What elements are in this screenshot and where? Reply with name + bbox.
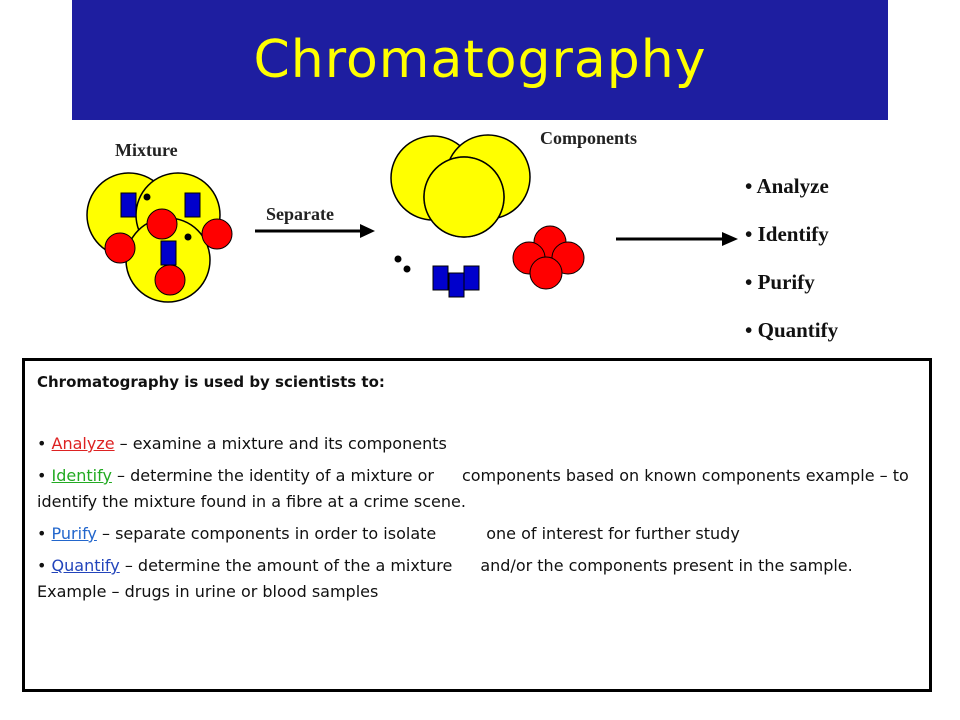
- explanation-box: [22, 358, 932, 692]
- mixture-red-dot: [105, 233, 135, 263]
- explanation-item-purify: • Purify – separate components in order to isolate one of interest for further study: [37, 524, 740, 543]
- mixture-red-dot: [202, 219, 232, 249]
- components-illustration: [391, 135, 584, 297]
- term-purify: Purify: [51, 524, 97, 543]
- outcome-purify: • Purify: [745, 270, 815, 294]
- outcomes-list: [745, 162, 838, 354]
- component-blue-block: [464, 266, 479, 290]
- page-title: Chromatography: [253, 30, 707, 90]
- explanation-item-analyze: • Analyze – examine a mixture and its components: [37, 434, 447, 453]
- definition-text-continued: components based on known components example – to identify the mixture found in a fibre at a crime scene.: [37, 466, 909, 511]
- mixture-blue-block: [121, 193, 136, 217]
- mixture-blue-block: [161, 241, 176, 265]
- definition-text: – determine the amount of the a mixture: [119, 556, 453, 575]
- mixture-red-dot: [147, 209, 177, 239]
- mixture-black-dot: [144, 194, 151, 201]
- explanation-item-quantify: • Quantify – determine the amount of the a mixture and/or the components present in the sample. Example – drugs in urine or blood samples: [37, 556, 853, 601]
- outcome-analyze: • Analyze: [745, 174, 829, 198]
- title-banner: [72, 0, 888, 120]
- explanation-intro: Chromatography is used by scientists to:: [37, 373, 385, 391]
- outcome-quantify: • Quantify: [745, 318, 839, 342]
- mixture-blue-block: [185, 193, 200, 217]
- explanation-item-identify: • Identify – determine the identity of a mixture or components based on known components example – to identify the mixture found in a fibre at a crime scene.: [37, 466, 909, 511]
- definition-text: – determine the identity of a mixture or: [111, 466, 434, 485]
- definition-text-continued: one of interest for further study: [486, 524, 740, 543]
- separate-arrow: [255, 224, 375, 238]
- outcome-identify: • Identify: [745, 222, 829, 246]
- term-quantify: Quantify: [51, 556, 120, 575]
- component-blue-block: [433, 266, 448, 290]
- mixture-black-dot: [185, 234, 192, 241]
- term-identify: Identify: [51, 466, 112, 485]
- definition-text: – examine a mixture and its components: [114, 434, 447, 453]
- outcome-label: Quantify: [757, 318, 839, 342]
- component-blue-block: [449, 273, 464, 297]
- outcome-label: Identify: [757, 222, 829, 246]
- definition-text-continued: and/or the components present in the sample. Example – drugs in urine or blood samples: [37, 556, 853, 601]
- outcome-label: Analyze: [756, 174, 829, 198]
- components-label: Components: [540, 128, 638, 148]
- mixture-label: Mixture: [115, 140, 178, 160]
- component-yellow-circle: [424, 157, 504, 237]
- separate-label: Separate: [266, 204, 334, 224]
- term-analyze: Analyze: [51, 434, 115, 453]
- outcome-label: Purify: [757, 270, 815, 294]
- component-black-dot: [395, 256, 402, 263]
- outcome-arrow: [616, 232, 738, 246]
- component-red-dot: [530, 257, 562, 289]
- component-black-dot: [404, 266, 411, 273]
- mixture-illustration: [87, 173, 232, 302]
- mixture-red-dot: [155, 265, 185, 295]
- definition-text: – separate components in order to isolate: [96, 524, 437, 543]
